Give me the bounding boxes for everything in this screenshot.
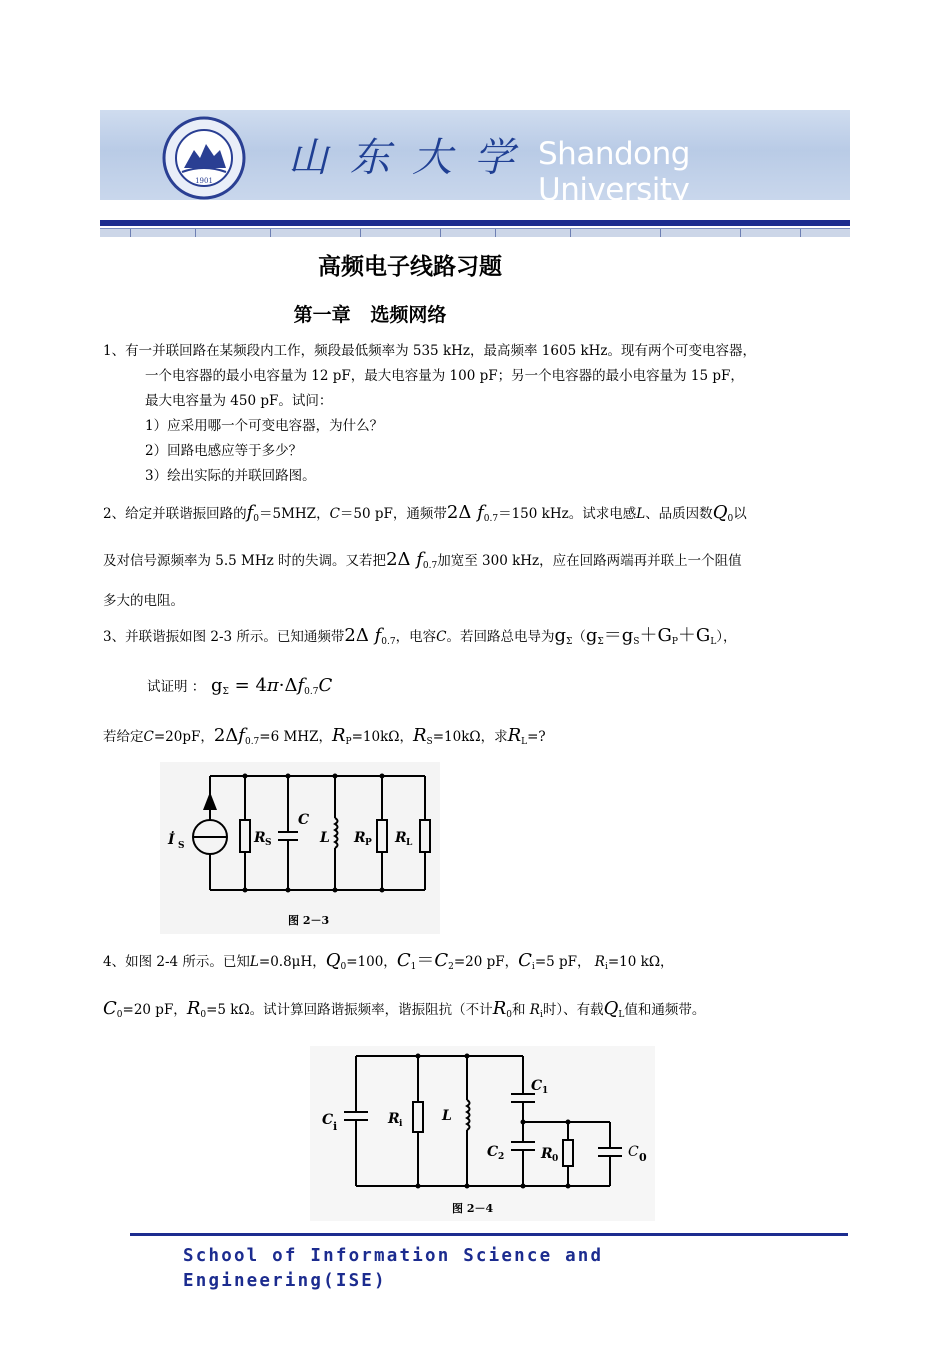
svg-text:S: S <box>265 838 272 848</box>
university-banner <box>100 110 850 208</box>
q1-sub1: 1）应采用哪一个可变电容器，为什么？ <box>145 418 384 434</box>
q2-line1: 2、给定并联谐振回路的$f_0=5MHZ$，C＝50 pF，通频带2Δ $f_{0.7}=150$ kHz。试求电感L、品质因数$Q_0$以 <box>103 502 747 524</box>
svg-text:S: S <box>178 841 185 851</box>
banner-char-2: 东 <box>350 135 392 181</box>
svg-text:图 2－4: 图 2－4 <box>452 1202 494 1215</box>
svg-text:P: P <box>365 838 372 848</box>
banner-english-name: Shandong University <box>538 136 690 208</box>
university-seal-logo <box>162 116 246 200</box>
footer-rule <box>130 1233 848 1236</box>
svg-text:图 2－3: 图 2－3 <box>288 914 330 927</box>
svg-text:1: 1 <box>542 1086 549 1096</box>
q2-line2: 及对信号源频率为 5.5 MHz 时的失调。又若把2Δ $f_{0.7}$加宽至 300 kHz，应在回路两端再并联上一个阻值 <box>103 549 742 571</box>
svg-text:C: C <box>322 1112 334 1128</box>
banner-char-1: 山 <box>288 135 330 181</box>
svg-text:R: R <box>388 1111 400 1127</box>
chapter-title: 第一章 选频网络 <box>293 304 447 326</box>
q4-line2: $C_0=20$ pF，$R_0=5$ kΩ。试计算回路谐振频率，谐振阻抗（不计$R_0$和 $R_i$时）、有载$Q_L$值和通频带。 <box>103 998 706 1020</box>
banner-char-4: 学 <box>474 135 516 181</box>
svg-text:L: L <box>406 838 413 848</box>
q3-line1: 3、并联谐振如图 2-3 所示。已知通频带2Δ $f_{0.7}$，电容C。若回路总电导为$g_\Sigma(g_\Sigma=g_S+G_P+G_L)$， <box>103 625 737 647</box>
header-rule <box>100 220 850 226</box>
svg-text:C: C <box>298 812 310 828</box>
footer-line1: School of Information Science and <box>183 1246 604 1266</box>
svg-text:R: R <box>354 830 366 846</box>
figure-2-3-circuit <box>160 762 440 934</box>
svg-text:C: C <box>628 1144 639 1160</box>
q1-sub2: 2）回路电感应等于多少？ <box>145 443 303 459</box>
svg-text:L: L <box>320 830 330 846</box>
svg-text:L: L <box>442 1108 452 1124</box>
q2-line3: 多大的电阻。 <box>103 593 184 609</box>
header-strip <box>100 228 850 237</box>
document-title: 高频电子线路习题 <box>318 254 502 280</box>
footer-line2: Engineering(ISE) <box>183 1271 387 1291</box>
svg-text:R: R <box>254 830 266 846</box>
q3-given-line: 若给定C=20pF，$2\Delta f_{0.7}=6$ MHZ，$R_P=10k\Omega$，$R_S=10k\Omega$，求$R_L=$? <box>103 725 546 747</box>
q1-line2: 一个电容器的最小电容量为 12 pF，最大电容量为 100 pF；另一个电容器的最小电容量为 15 pF， <box>145 368 744 384</box>
footer-school-name <box>183 1244 603 1294</box>
svg-text:0: 0 <box>552 1154 559 1164</box>
q1-line1: 1、有一并联回路在某频段内工作，频段最低频率为 535 kHz，最高频率 1605 kHz。现有两个可变电容器， <box>103 343 757 359</box>
svg-text:R: R <box>395 830 407 846</box>
q1-line3: 最大电容量为 450 pF。试问： <box>145 393 333 409</box>
q1-sub3: 3）绘出实际的并联回路图。 <box>145 468 316 484</box>
svg-text:i: i <box>333 1120 338 1133</box>
banner-char-3: 大 <box>412 135 454 181</box>
svg-text:R: R <box>541 1146 553 1162</box>
figure-2-4-circuit <box>310 1046 655 1221</box>
q4-line1: 4、如图 2-4 所示。已知L=0.8μH，$Q_0=100$，$C_1=C_2=20$ pF，$C_i=5$ pF， $R_i=10$ kΩ， <box>103 950 674 972</box>
svg-text:i: i <box>399 1119 403 1129</box>
svg-text:C: C <box>531 1078 543 1094</box>
svg-text:1901: 1901 <box>195 177 213 185</box>
svg-text:İ: İ <box>168 832 175 848</box>
q3-prove-line: 试证明 ： $g_\Sigma = 4\pi\cdot\Delta f_{0.7}C$ <box>147 675 333 697</box>
svg-text:C: C <box>487 1144 499 1160</box>
svg-text:0: 0 <box>639 1151 647 1164</box>
svg-text:2: 2 <box>498 1152 505 1162</box>
